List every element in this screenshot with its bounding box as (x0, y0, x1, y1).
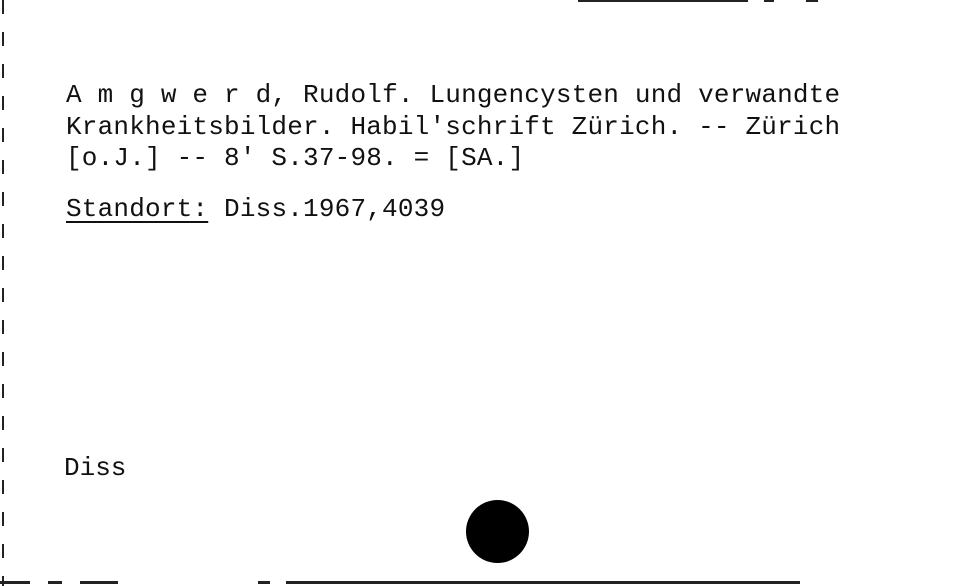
publication-details-line: [o.J.] -- 8' S.37-98. = [SA.] (66, 143, 525, 173)
standort-label: Standort: (66, 194, 209, 224)
category-label: Diss (64, 453, 127, 483)
title-continuation-line: Krankheitsbilder. Habil'schrift Zürich. -- Zürich (66, 112, 841, 142)
standort-value: Diss.1967,4039 (208, 194, 446, 224)
title-start: Rudolf. Lungencysten und verwandte (287, 80, 841, 110)
card-bottom-edge (0, 581, 976, 584)
author-title-line (66, 80, 840, 110)
punch-hole (466, 500, 529, 563)
card-top-edge (578, 0, 818, 2)
card-left-edge (2, 0, 4, 586)
standort-line (66, 194, 445, 224)
author-name: A m g w e r d, (66, 80, 288, 110)
